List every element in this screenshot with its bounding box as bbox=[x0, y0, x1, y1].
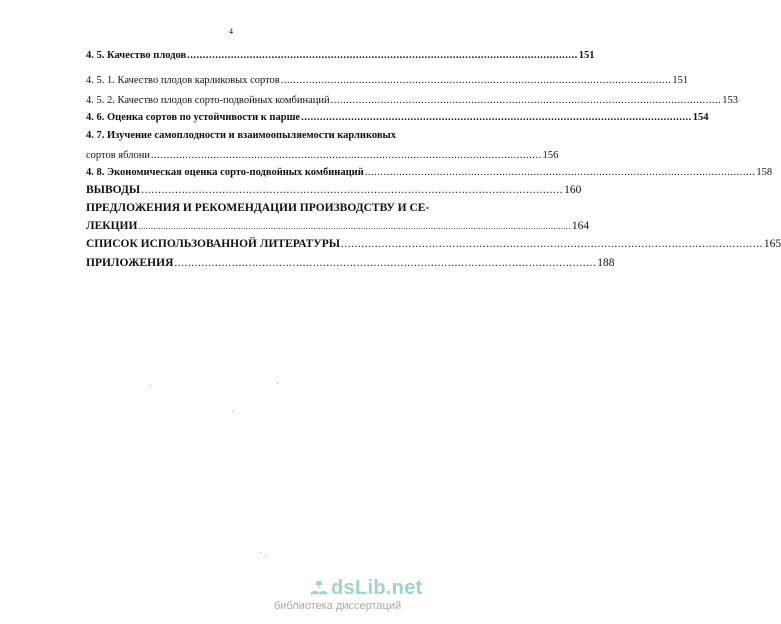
toc-entry-title: ВЫВОДЫ bbox=[86, 184, 141, 196]
toc-entry-page: 154 bbox=[692, 112, 709, 123]
toc-entry-page: 156 bbox=[542, 150, 559, 161]
watermark-tagline: библиотека диссертаций bbox=[274, 600, 402, 612]
toc-entry-proposals[interactable] bbox=[86, 202, 590, 233]
scan-speck bbox=[277, 383, 278, 384]
scan-speck bbox=[260, 552, 261, 553]
toc-entry-4-7[interactable] bbox=[86, 130, 559, 162]
toc-entry-conclusions[interactable] bbox=[86, 184, 582, 196]
toc-entry-4-5[interactable] bbox=[86, 50, 595, 62]
watermark-logo bbox=[308, 576, 423, 600]
dot-leader: ............................................................................................................................. bbox=[187, 50, 578, 61]
dot-leader: ............................................................................................................................. bbox=[364, 167, 756, 178]
toc-entry-4-5-2[interactable] bbox=[86, 95, 738, 107]
toc-entry-page: 165 bbox=[763, 238, 781, 250]
toc-entry-page: 188 bbox=[597, 257, 615, 269]
dot-leader: ............................................................................................................................. bbox=[150, 150, 542, 161]
toc-entry-title: 4. 6. Оценка сортов по устойчивости к парше bbox=[86, 112, 301, 123]
toc-entry-4-8[interactable] bbox=[86, 167, 773, 179]
toc-entry-title-line1: ПРЕДЛОЖЕНИЯ И РЕКОМЕНДАЦИИ ПРОИЗВОДСТВУ И СЕ- bbox=[86, 202, 430, 214]
dot-leader: ............................................................................................................................. bbox=[330, 95, 722, 106]
toc-entry-4-5-1[interactable] bbox=[86, 75, 689, 87]
scan-speck bbox=[265, 555, 266, 556]
toc-entry-page: 164 bbox=[571, 220, 590, 232]
toc-entry-title-line1: 4. 7. Изучение самоплодности и взаимоопыляемости карликовых bbox=[86, 130, 396, 141]
dot-leader: ............................................................................................................................. bbox=[280, 75, 672, 86]
page-number: 4 bbox=[229, 27, 233, 36]
scan-speck bbox=[232, 411, 233, 412]
toc-entry-appendices[interactable] bbox=[86, 257, 615, 269]
scan-speck bbox=[150, 385, 151, 386]
toc-entry-4-6[interactable] bbox=[86, 112, 709, 124]
toc-entry-page: 158 bbox=[756, 167, 773, 178]
toc-entry-page: 153 bbox=[722, 95, 738, 106]
dot-leader: ............................................................................................................................. bbox=[141, 184, 564, 196]
toc-entry-title: 4. 5. 1. Качество плодов карликовых сортов bbox=[86, 75, 280, 86]
dot-leader: ............................................................................................................................................................................. bbox=[138, 222, 571, 231]
watermark-logo-text: dsLib.net bbox=[331, 576, 423, 599]
toc-entry-page: 151 bbox=[672, 75, 689, 86]
toc-entry-title: СПИСОК ИСПОЛЬЗОВАННОЙ ЛИТЕРАТУРЫ bbox=[86, 238, 341, 250]
book-lamp-icon bbox=[308, 577, 330, 599]
toc-entry-title: ПРИЛОЖЕНИЯ bbox=[86, 257, 174, 269]
dot-leader: ............................................................................................................................. bbox=[301, 112, 692, 123]
toc-entry-title: 4. 8. Экономическая оценка сорто-подвойных комбинаций bbox=[86, 167, 364, 178]
watermark bbox=[274, 576, 446, 620]
toc-entry-page: 151 bbox=[578, 50, 595, 61]
toc-entry-title-line2: ЛЕКЦИИ bbox=[86, 220, 138, 232]
dot-leader: ............................................................................................................................. bbox=[174, 257, 597, 269]
toc-entry-title: 4. 5. Качество плодов bbox=[86, 50, 187, 61]
toc-entry-references[interactable] bbox=[86, 238, 781, 250]
toc-entry-title: 4. 5. 2. Качество плодов сорто-подвойных комбинаций bbox=[86, 95, 330, 106]
toc-entry-title-line2: сортов яблони bbox=[86, 150, 150, 161]
toc-entry-page: 160 bbox=[564, 184, 582, 196]
dot-leader: ............................................................................................................................. bbox=[341, 238, 763, 250]
